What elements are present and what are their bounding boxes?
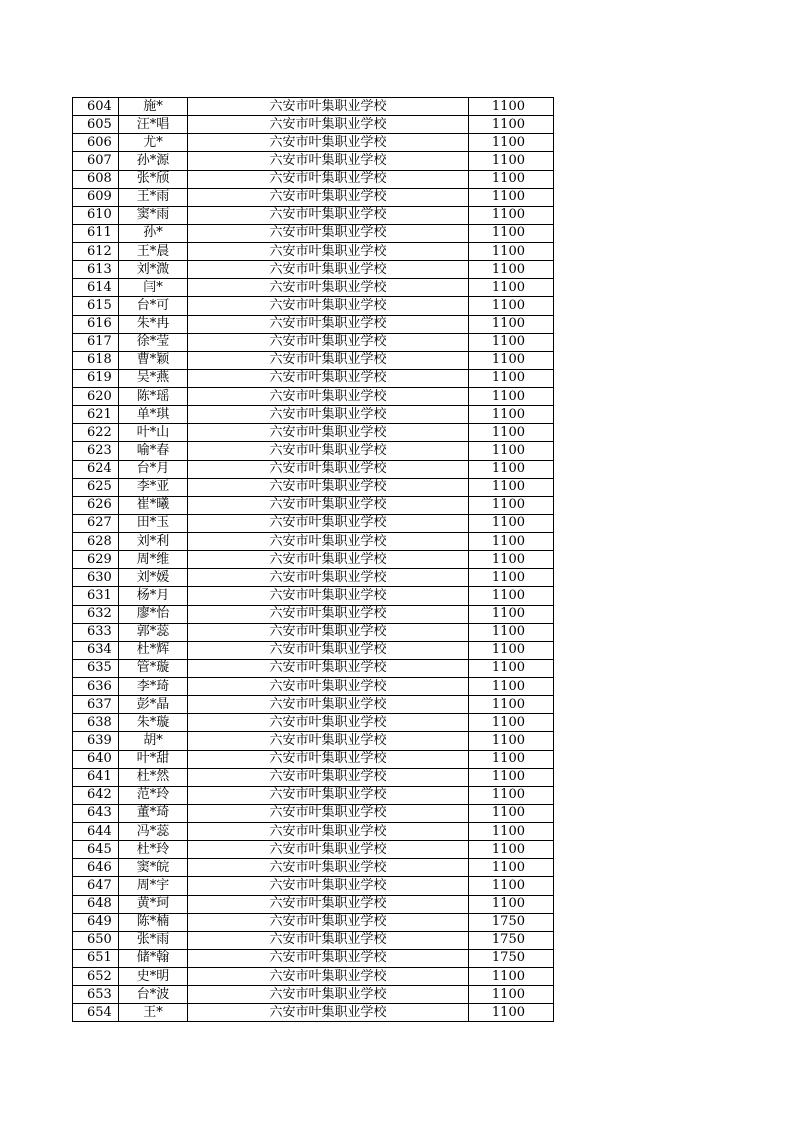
student-name: 刘*媛 xyxy=(119,569,188,587)
row-number: 652 xyxy=(73,968,119,986)
school-name: 六安市叶集职业学校 xyxy=(188,551,469,569)
table-row xyxy=(73,170,554,188)
school-name: 六安市叶集职业学校 xyxy=(188,152,469,170)
table-row xyxy=(73,714,554,732)
student-name: 廖*怡 xyxy=(119,605,188,623)
table-row xyxy=(73,931,554,949)
subsidy-amount: 1100 xyxy=(469,442,554,460)
student-name: 刘*利 xyxy=(119,533,188,551)
student-name: 朱*冉 xyxy=(119,315,188,333)
table-row xyxy=(73,514,554,532)
school-name: 六安市叶集职业学校 xyxy=(188,750,469,768)
row-number: 631 xyxy=(73,587,119,605)
row-number: 649 xyxy=(73,913,119,931)
school-name: 六安市叶集职业学校 xyxy=(188,351,469,369)
table-row xyxy=(73,678,554,696)
school-name: 六安市叶集职业学校 xyxy=(188,533,469,551)
subsidy-amount: 1100 xyxy=(469,116,554,134)
subsidy-amount: 1100 xyxy=(469,823,554,841)
student-name: 台*可 xyxy=(119,297,188,315)
row-number: 622 xyxy=(73,424,119,442)
school-name: 六安市叶集职业学校 xyxy=(188,442,469,460)
table-row xyxy=(73,551,554,569)
student-name: 喻*春 xyxy=(119,442,188,460)
row-number: 644 xyxy=(73,823,119,841)
subsidy-amount: 1100 xyxy=(469,279,554,297)
table-row xyxy=(73,696,554,714)
table-row xyxy=(73,297,554,315)
student-name: 叶*山 xyxy=(119,424,188,442)
row-number: 641 xyxy=(73,768,119,786)
row-number: 614 xyxy=(73,279,119,297)
table-row xyxy=(73,315,554,333)
school-name: 六安市叶集职业学校 xyxy=(188,931,469,949)
school-name: 六安市叶集职业学校 xyxy=(188,678,469,696)
school-name: 六安市叶集职业学校 xyxy=(188,98,469,116)
subsidy-amount: 1100 xyxy=(469,478,554,496)
school-name: 六安市叶集职业学校 xyxy=(188,786,469,804)
subsidy-amount: 1100 xyxy=(469,714,554,732)
row-number: 643 xyxy=(73,804,119,822)
student-name: 刘*溦 xyxy=(119,261,188,279)
school-name: 六安市叶集职业学校 xyxy=(188,804,469,822)
school-name: 六安市叶集职业学校 xyxy=(188,587,469,605)
school-name: 六安市叶集职业学校 xyxy=(188,949,469,967)
row-number: 645 xyxy=(73,841,119,859)
row-number: 607 xyxy=(73,152,119,170)
subsidy-amount: 1100 xyxy=(469,1004,554,1022)
school-name: 六安市叶集职业学校 xyxy=(188,623,469,641)
table-row xyxy=(73,188,554,206)
subsidy-amount: 1100 xyxy=(469,551,554,569)
subsidy-amount: 1100 xyxy=(469,859,554,877)
subsidy-amount: 1100 xyxy=(469,841,554,859)
school-name: 六安市叶集职业学校 xyxy=(188,986,469,1004)
student-name: 杜*然 xyxy=(119,768,188,786)
table-row xyxy=(73,1004,554,1022)
row-number: 638 xyxy=(73,714,119,732)
row-number: 654 xyxy=(73,1004,119,1022)
table-row xyxy=(73,224,554,242)
row-number: 633 xyxy=(73,623,119,641)
student-name: 朱*璇 xyxy=(119,714,188,732)
row-number: 634 xyxy=(73,641,119,659)
table-row xyxy=(73,986,554,1004)
student-name: 范*玲 xyxy=(119,786,188,804)
row-number: 626 xyxy=(73,496,119,514)
table-row xyxy=(73,569,554,587)
subsidy-amount: 1100 xyxy=(469,768,554,786)
school-name: 六安市叶集职业学校 xyxy=(188,1004,469,1022)
student-name: 李*琦 xyxy=(119,678,188,696)
row-number: 650 xyxy=(73,931,119,949)
student-name: 汪*唱 xyxy=(119,116,188,134)
row-number: 616 xyxy=(73,315,119,333)
row-number: 608 xyxy=(73,170,119,188)
row-number: 646 xyxy=(73,859,119,877)
row-number: 610 xyxy=(73,206,119,224)
subsidy-amount: 1100 xyxy=(469,98,554,116)
student-name: 曹*颖 xyxy=(119,351,188,369)
row-number: 615 xyxy=(73,297,119,315)
school-name: 六安市叶集职业学校 xyxy=(188,968,469,986)
row-number: 630 xyxy=(73,569,119,587)
student-name: 史*明 xyxy=(119,968,188,986)
row-number: 620 xyxy=(73,388,119,406)
table-row xyxy=(73,152,554,170)
subsidy-amount: 1100 xyxy=(469,315,554,333)
row-number: 625 xyxy=(73,478,119,496)
subsidy-amount: 1100 xyxy=(469,333,554,351)
school-name: 六安市叶集职业学校 xyxy=(188,641,469,659)
student-name: 吴*燕 xyxy=(119,369,188,387)
student-name: 徐*莹 xyxy=(119,333,188,351)
school-name: 六安市叶集职业学校 xyxy=(188,116,469,134)
subsidy-amount: 1100 xyxy=(469,188,554,206)
subsidy-amount: 1100 xyxy=(469,460,554,478)
subsidy-amount: 1100 xyxy=(469,623,554,641)
subsidy-amount: 1100 xyxy=(469,170,554,188)
school-name: 六安市叶集职业学校 xyxy=(188,841,469,859)
school-name: 六安市叶集职业学校 xyxy=(188,659,469,677)
subsidy-amount: 1100 xyxy=(469,986,554,1004)
row-number: 604 xyxy=(73,98,119,116)
row-number: 613 xyxy=(73,261,119,279)
subsidy-amount: 1100 xyxy=(469,968,554,986)
table-body xyxy=(73,98,554,1022)
row-number: 639 xyxy=(73,732,119,750)
table-row xyxy=(73,913,554,931)
school-name: 六安市叶集职业学校 xyxy=(188,859,469,877)
school-name: 六安市叶集职业学校 xyxy=(188,514,469,532)
student-name: 崔*曦 xyxy=(119,496,188,514)
student-name: 叶*甜 xyxy=(119,750,188,768)
row-number: 624 xyxy=(73,460,119,478)
subsidy-amount: 1100 xyxy=(469,134,554,152)
subsidy-amount: 1100 xyxy=(469,786,554,804)
row-number: 632 xyxy=(73,605,119,623)
subsidy-amount: 1100 xyxy=(469,659,554,677)
student-name: 张*颀 xyxy=(119,170,188,188)
student-name: 储*翰 xyxy=(119,949,188,967)
school-name: 六安市叶集职业学校 xyxy=(188,424,469,442)
table-row xyxy=(73,605,554,623)
table-row xyxy=(73,768,554,786)
table-row xyxy=(73,533,554,551)
school-name: 六安市叶集职业学校 xyxy=(188,732,469,750)
student-name: 张*雨 xyxy=(119,931,188,949)
row-number: 651 xyxy=(73,949,119,967)
subsidy-amount: 1100 xyxy=(469,895,554,913)
table-row xyxy=(73,496,554,514)
school-name: 六安市叶集职业学校 xyxy=(188,297,469,315)
row-number: 648 xyxy=(73,895,119,913)
table-row xyxy=(73,406,554,424)
student-name: 窦*皖 xyxy=(119,859,188,877)
table-row xyxy=(73,206,554,224)
row-number: 647 xyxy=(73,877,119,895)
school-name: 六安市叶集职业学校 xyxy=(188,134,469,152)
table-row xyxy=(73,261,554,279)
school-name: 六安市叶集职业学校 xyxy=(188,460,469,478)
table-row xyxy=(73,351,554,369)
school-name: 六安市叶集职业学校 xyxy=(188,569,469,587)
row-number: 611 xyxy=(73,224,119,242)
table-row xyxy=(73,804,554,822)
row-number: 629 xyxy=(73,551,119,569)
subsidy-amount: 1100 xyxy=(469,261,554,279)
student-name: 杨*月 xyxy=(119,587,188,605)
row-number: 640 xyxy=(73,750,119,768)
school-name: 六安市叶集职业学校 xyxy=(188,877,469,895)
table-row xyxy=(73,841,554,859)
subsidy-amount: 1750 xyxy=(469,949,554,967)
subsidy-amount: 1100 xyxy=(469,750,554,768)
table-row xyxy=(73,750,554,768)
row-number: 653 xyxy=(73,986,119,1004)
school-name: 六安市叶集职业学校 xyxy=(188,243,469,261)
row-number: 612 xyxy=(73,243,119,261)
table-row xyxy=(73,587,554,605)
student-name: 尤* xyxy=(119,134,188,152)
table-row xyxy=(73,949,554,967)
table-row xyxy=(73,877,554,895)
subsidy-amount: 1100 xyxy=(469,877,554,895)
school-name: 六安市叶集职业学校 xyxy=(188,496,469,514)
student-name: 董*琦 xyxy=(119,804,188,822)
school-name: 六安市叶集职业学校 xyxy=(188,388,469,406)
school-name: 六安市叶集职业学校 xyxy=(188,406,469,424)
student-name: 冯*蕊 xyxy=(119,823,188,841)
row-number: 617 xyxy=(73,333,119,351)
subsidy-amount: 1100 xyxy=(469,243,554,261)
table-row xyxy=(73,333,554,351)
student-name: 杜*玲 xyxy=(119,841,188,859)
student-name: 田*玉 xyxy=(119,514,188,532)
table-row xyxy=(73,732,554,750)
student-name: 管*璇 xyxy=(119,659,188,677)
table-row xyxy=(73,116,554,134)
subsidy-amount: 1100 xyxy=(469,206,554,224)
row-number: 606 xyxy=(73,134,119,152)
row-number: 609 xyxy=(73,188,119,206)
student-name: 周*维 xyxy=(119,551,188,569)
school-name: 六安市叶集职业学校 xyxy=(188,714,469,732)
school-name: 六安市叶集职业学校 xyxy=(188,261,469,279)
student-name: 彭*晶 xyxy=(119,696,188,714)
school-name: 六安市叶集职业学校 xyxy=(188,605,469,623)
subsidy-amount: 1100 xyxy=(469,533,554,551)
table-row xyxy=(73,859,554,877)
table-row xyxy=(73,968,554,986)
table-row xyxy=(73,460,554,478)
school-name: 六安市叶集职业学校 xyxy=(188,913,469,931)
school-name: 六安市叶集职业学校 xyxy=(188,895,469,913)
row-number: 623 xyxy=(73,442,119,460)
student-name: 单*琪 xyxy=(119,406,188,424)
subsidy-amount: 1100 xyxy=(469,152,554,170)
student-name: 陈*瑶 xyxy=(119,388,188,406)
table-row xyxy=(73,823,554,841)
subsidy-amount: 1100 xyxy=(469,641,554,659)
table-row xyxy=(73,134,554,152)
row-number: 642 xyxy=(73,786,119,804)
row-number: 605 xyxy=(73,116,119,134)
school-name: 六安市叶集职业学校 xyxy=(188,333,469,351)
student-name: 胡* xyxy=(119,732,188,750)
school-name: 六安市叶集职业学校 xyxy=(188,696,469,714)
table-row xyxy=(73,369,554,387)
school-name: 六安市叶集职业学校 xyxy=(188,768,469,786)
student-name: 杜*辉 xyxy=(119,641,188,659)
student-name: 台*波 xyxy=(119,986,188,1004)
row-number: 635 xyxy=(73,659,119,677)
table-row xyxy=(73,895,554,913)
student-name: 王*晨 xyxy=(119,243,188,261)
row-number: 621 xyxy=(73,406,119,424)
row-number: 636 xyxy=(73,678,119,696)
table-row xyxy=(73,786,554,804)
school-name: 六安市叶集职业学校 xyxy=(188,315,469,333)
table-row xyxy=(73,388,554,406)
row-number: 618 xyxy=(73,351,119,369)
subsidy-amount: 1100 xyxy=(469,297,554,315)
table-row xyxy=(73,478,554,496)
subsidy-amount: 1100 xyxy=(469,496,554,514)
student-name: 黄*珂 xyxy=(119,895,188,913)
row-number: 637 xyxy=(73,696,119,714)
student-name: 郭*蕊 xyxy=(119,623,188,641)
table-row xyxy=(73,424,554,442)
table-row xyxy=(73,279,554,297)
student-name: 孙* xyxy=(119,224,188,242)
table-row xyxy=(73,659,554,677)
school-name: 六安市叶集职业学校 xyxy=(188,478,469,496)
table-row xyxy=(73,243,554,261)
subsidy-amount: 1100 xyxy=(469,732,554,750)
student-name: 王* xyxy=(119,1004,188,1022)
school-name: 六安市叶集职业学校 xyxy=(188,279,469,297)
subsidy-amount: 1100 xyxy=(469,224,554,242)
table-row xyxy=(73,442,554,460)
student-name: 陈*楠 xyxy=(119,913,188,931)
subsidy-amount: 1100 xyxy=(469,678,554,696)
student-name: 窦*雨 xyxy=(119,206,188,224)
student-name: 李*亚 xyxy=(119,478,188,496)
school-name: 六安市叶集职业学校 xyxy=(188,206,469,224)
school-name: 六安市叶集职业学校 xyxy=(188,369,469,387)
subsidy-amount: 1100 xyxy=(469,406,554,424)
student-name: 王*雨 xyxy=(119,188,188,206)
student-name: 孙*源 xyxy=(119,152,188,170)
subsidy-amount: 1100 xyxy=(469,569,554,587)
subsidy-amount: 1100 xyxy=(469,424,554,442)
data-table xyxy=(72,97,554,1022)
subsidy-amount: 1750 xyxy=(469,913,554,931)
subsidy-amount: 1100 xyxy=(469,696,554,714)
school-name: 六安市叶集职业学校 xyxy=(188,823,469,841)
subsidy-amount: 1750 xyxy=(469,931,554,949)
subsidy-amount: 1100 xyxy=(469,587,554,605)
subsidy-amount: 1100 xyxy=(469,514,554,532)
subsidy-amount: 1100 xyxy=(469,369,554,387)
row-number: 628 xyxy=(73,533,119,551)
student-name: 施* xyxy=(119,98,188,116)
table-row xyxy=(73,641,554,659)
student-name: 周*宇 xyxy=(119,877,188,895)
school-name: 六安市叶集职业学校 xyxy=(188,170,469,188)
table-row xyxy=(73,98,554,116)
school-name: 六安市叶集职业学校 xyxy=(188,224,469,242)
student-name: 台*月 xyxy=(119,460,188,478)
subsidy-amount: 1100 xyxy=(469,605,554,623)
subsidy-amount: 1100 xyxy=(469,804,554,822)
row-number: 627 xyxy=(73,514,119,532)
school-name: 六安市叶集职业学校 xyxy=(188,188,469,206)
table-row xyxy=(73,623,554,641)
student-name: 闫* xyxy=(119,279,188,297)
subsidy-amount: 1100 xyxy=(469,351,554,369)
row-number: 619 xyxy=(73,369,119,387)
subsidy-amount: 1100 xyxy=(469,388,554,406)
